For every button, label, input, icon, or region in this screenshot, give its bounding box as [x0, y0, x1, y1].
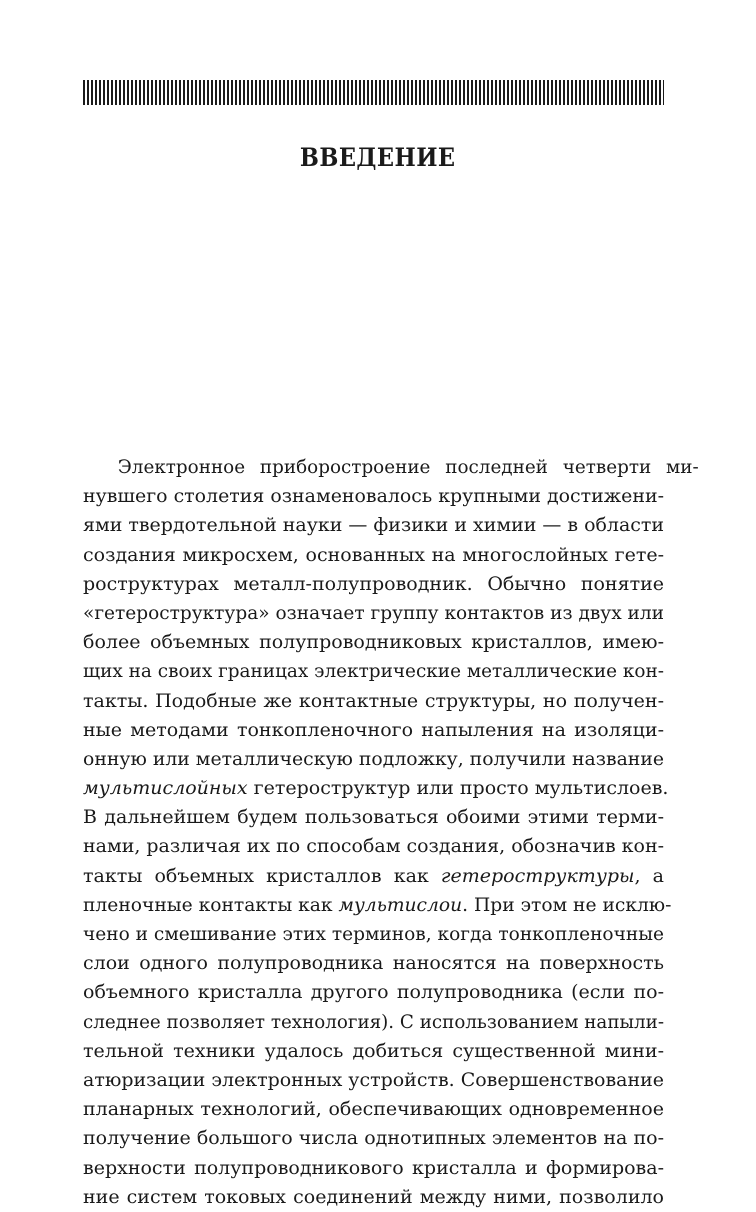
text-line: «гетероструктура» означает группу контактов из двух или — [83, 601, 664, 624]
italic-term: мультислойных — [83, 777, 248, 800]
text-line: атюризации электронных устройств. Совершенствование — [83, 1068, 665, 1091]
text-span: , а — [634, 864, 664, 887]
text-span: такты объемных кристаллов как — [83, 864, 441, 887]
chapter-title: ВВЕДЕНИЕ — [299, 143, 456, 172]
text-line: ние систем токовых соединений между ними, позволило — [83, 1185, 664, 1208]
text-line: щих на своих границах электрические металлические кон- — [83, 660, 665, 683]
decorative-hatch-bar — [83, 80, 664, 105]
text-line: нувшего столетия ознаменовалось крупными достижени- — [83, 485, 665, 508]
body-paragraph — [83, 453, 699, 1212]
text-line-mixed — [83, 862, 664, 891]
text-line: планарных технологий, обеспечивающих одновременное — [83, 1098, 664, 1121]
text-line: Электронное приборостроение последней четверти ми- — [117, 456, 699, 478]
italic-term: гетероструктуры — [440, 864, 635, 887]
text-line: верхности полупроводникового кристалла и формирова- — [83, 1156, 664, 1179]
text-line-mixed — [83, 774, 669, 803]
text-line: получение большого числа однотипных элементов на по- — [83, 1127, 664, 1150]
text-line: роструктурах металл-полупроводник. Обычно понятие — [83, 572, 664, 595]
text-line: более объемных полупроводниковых кристаллов, имею- — [83, 631, 664, 654]
text-span: . При этом не исклю- — [462, 893, 672, 916]
text-line: слои одного полупроводника наносятся на поверхность — [83, 952, 664, 975]
text-line: нами, различая их по способам создания, обозначив кон- — [83, 835, 665, 858]
text-line: онную или металлическую подложку, получили название — [83, 747, 665, 770]
text-span: гетероструктур или просто мультислоев. — [247, 777, 669, 800]
text-line: чено и смешивание этих терминов, когда тонкопленочные — [83, 923, 664, 945]
text-line: тельной техники удалось добиться существенной мини- — [83, 1039, 664, 1062]
text-line: ями твердотельной науки — физики и химии — в области — [83, 514, 664, 537]
text-line-mixed — [83, 891, 672, 920]
text-line: такты. Подобные же контактные структуры, но получен- — [83, 689, 664, 712]
text-line: ные методами тонкопленочного напыления на изоляци- — [83, 718, 664, 741]
text-line: создания микросхем, основанных на многослойных гете- — [83, 543, 664, 566]
text-line: объемного кристалла другого полупроводника (если по- — [83, 981, 664, 1004]
italic-term: мультислои — [338, 893, 463, 916]
text-span: пленочные контакты как — [83, 893, 339, 916]
text-line: В дальнейшем будем пользоваться обоими этими терми- — [83, 806, 664, 829]
text-line: следнее позволяет технология). С использованием напыли- — [83, 1010, 665, 1033]
